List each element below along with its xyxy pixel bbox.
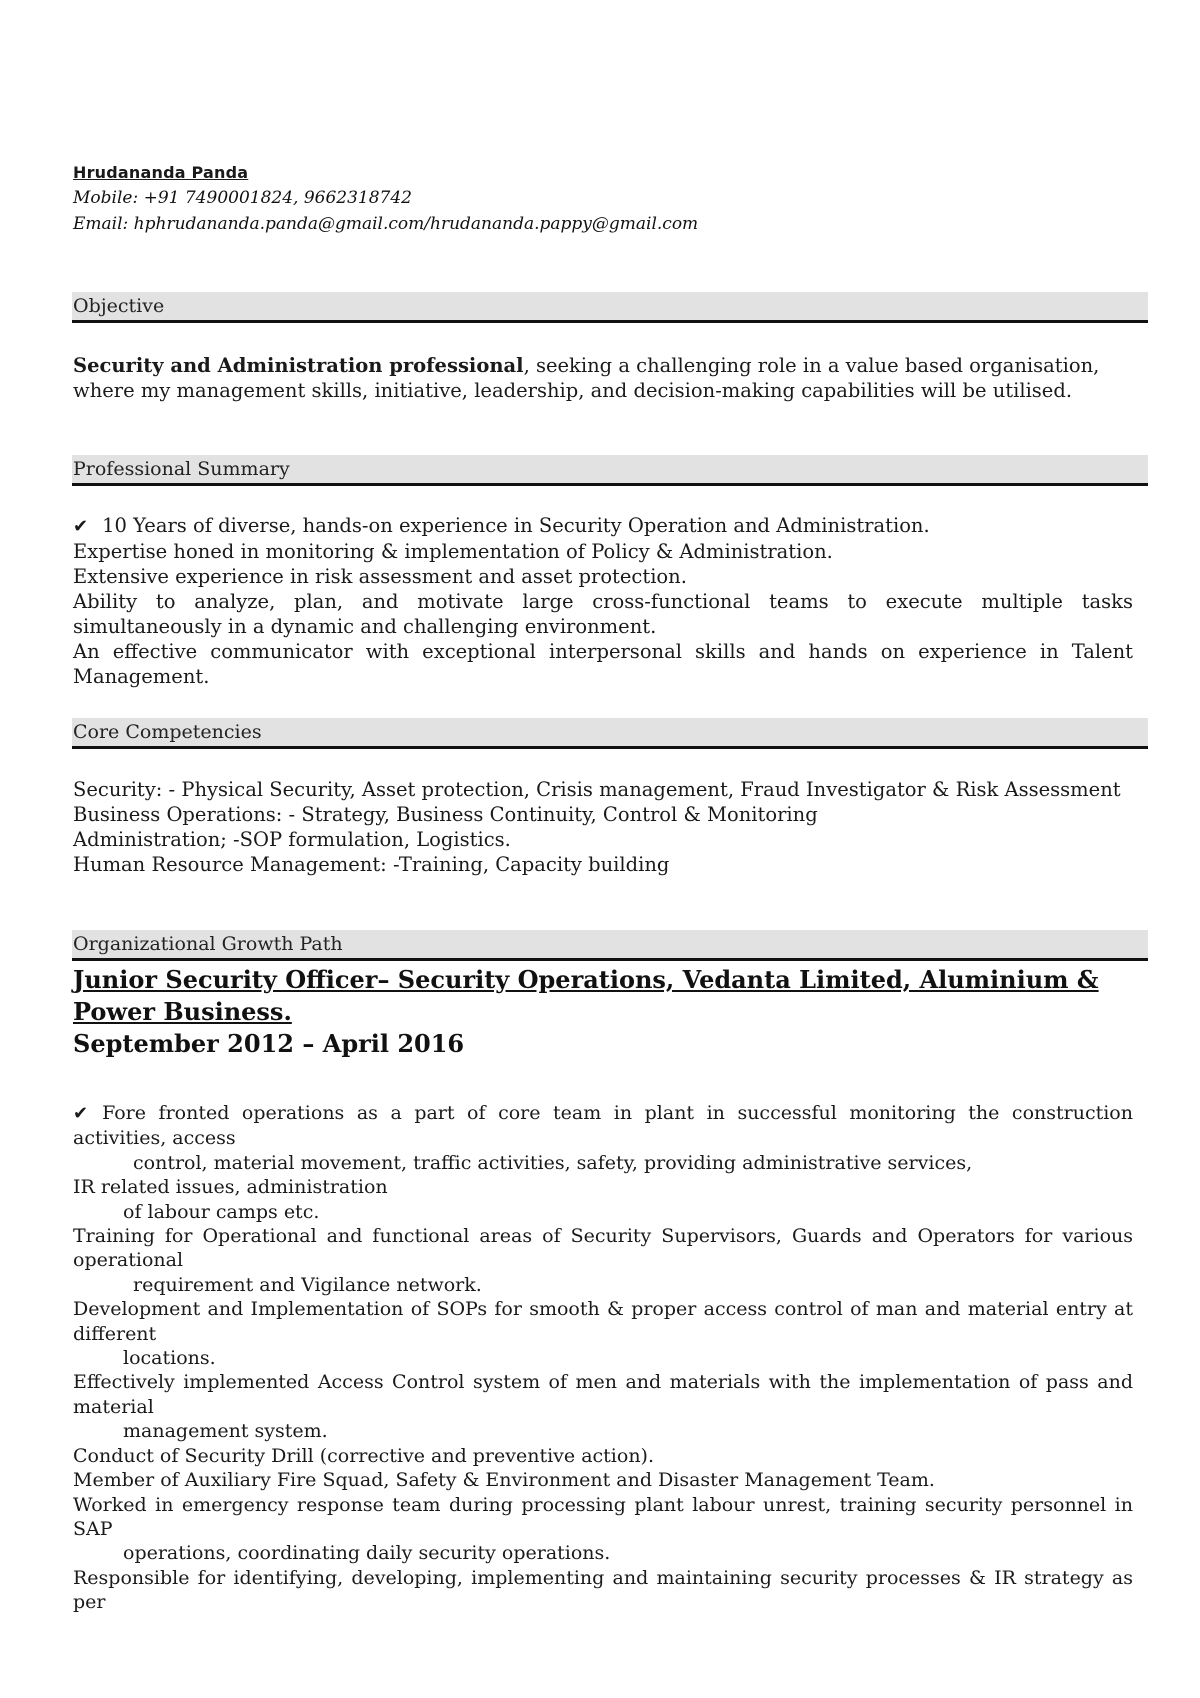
list-item-continuation: requirement and Vigilance network.: [133, 1273, 482, 1296]
objective-text: [73, 353, 1133, 403]
job-title-line: Power Business.: [73, 997, 292, 1026]
job-heading: [73, 964, 1099, 1060]
competencies-list: [73, 777, 1133, 877]
list-item: Ability to analyze, plan, and motivate large cross-functional teams to execute multiple tasks simultaneously in a dynamic and challenging environment.: [73, 590, 1133, 638]
summary-list: [73, 513, 1133, 689]
list-item-continuation: operations, coordinating daily security operations.: [123, 1542, 611, 1565]
section-header-summary: [72, 455, 1148, 486]
list-item: Security: - Physical Security, Asset protection, Crisis management, Fraud Investigator & Risk Assessment: [73, 778, 1121, 801]
job-title-line: Junior Security Officer– Security Operations, Vedanta Limited, Aluminium &: [73, 965, 1099, 994]
list-item: Expertise honed in monitoring & implementation of Policy & Administration.: [73, 540, 833, 563]
section-header-competencies: [72, 718, 1148, 749]
list-item: Administration; -SOP formulation, Logistics.: [73, 828, 511, 851]
objective-body: , seeking a challenging role in a value based organisation, where my management skills, initiative, leadership, and decision-making capabilities will be utilised.: [73, 354, 1100, 402]
list-item-continuation: management system.: [123, 1420, 328, 1443]
list-item-continuation: of labour camps etc.: [123, 1200, 320, 1223]
candidate-name: Hrudananda Panda: [73, 163, 249, 182]
section-title: Core Competencies: [73, 721, 262, 743]
list-item: Member of Auxiliary Fire Squad, Safety & Environment and Disaster Management Team.: [73, 1469, 935, 1492]
list-item-continuation: locations.: [123, 1347, 216, 1370]
list-item: Conduct of Security Drill (corrective and preventive action).: [73, 1444, 655, 1467]
duties-list: [73, 1101, 1133, 1615]
list-item: Development and Implementation of SOPs for smooth & proper access control of man and material entry at different: [73, 1298, 1133, 1345]
section-header-growth: [72, 930, 1148, 961]
list-item: Business Operations: - Strategy, Business Continuity, Control & Monitoring: [73, 803, 818, 826]
list-item-continuation: IR related issues, administration: [73, 1176, 388, 1199]
list-item: Human Resource Management: -Training, Capacity building: [73, 853, 670, 876]
check-icon: ✔: [73, 516, 89, 537]
list-item-continuation: control, material movement, traffic activities, safety, providing administrative services,: [133, 1151, 973, 1174]
list-item: An effective communicator with exceptional interpersonal skills and hands on experience in Talent Management.: [73, 640, 1133, 688]
list-item: Extensive experience in risk assessment and asset protection.: [73, 565, 687, 588]
list-item: Responsible for identifying, developing, implementing and maintaining security processes & IR strategy as per: [73, 1566, 1133, 1614]
section-header-objective: [72, 292, 1148, 323]
list-item: ✔ Fore fronted operations as a part of core team in plant in successful monitoring the construction activities, access: [73, 1102, 1133, 1150]
list-item: Effectively implemented Access Control system of men and materials with the implementation of pass and material: [73, 1371, 1133, 1418]
list-item: Worked in emergency response team during processing plant labour unrest, training security personnel in SAP: [73, 1493, 1133, 1540]
objective-lead: Security and Administration professional: [73, 354, 524, 377]
mobile-line: Mobile: +91 7490001824, 9662318742: [73, 188, 412, 208]
job-period: September 2012 – April 2016: [73, 1029, 465, 1058]
list-item: ✔ 10 Years of diverse, hands-on experience in Security Operation and Administration.: [73, 514, 930, 537]
section-title: Objective: [73, 295, 165, 317]
list-item: Training for Operational and functional areas of Security Supervisors, Guards and Operators for various operational: [73, 1225, 1133, 1272]
check-icon: ✔: [73, 1103, 89, 1124]
section-title: Professional Summary: [73, 458, 290, 480]
section-title: Organizational Growth Path: [73, 933, 343, 955]
email-line: Email: hphrudananda.panda@gmail.com/hrudananda.pappy@gmail.com: [73, 214, 699, 234]
